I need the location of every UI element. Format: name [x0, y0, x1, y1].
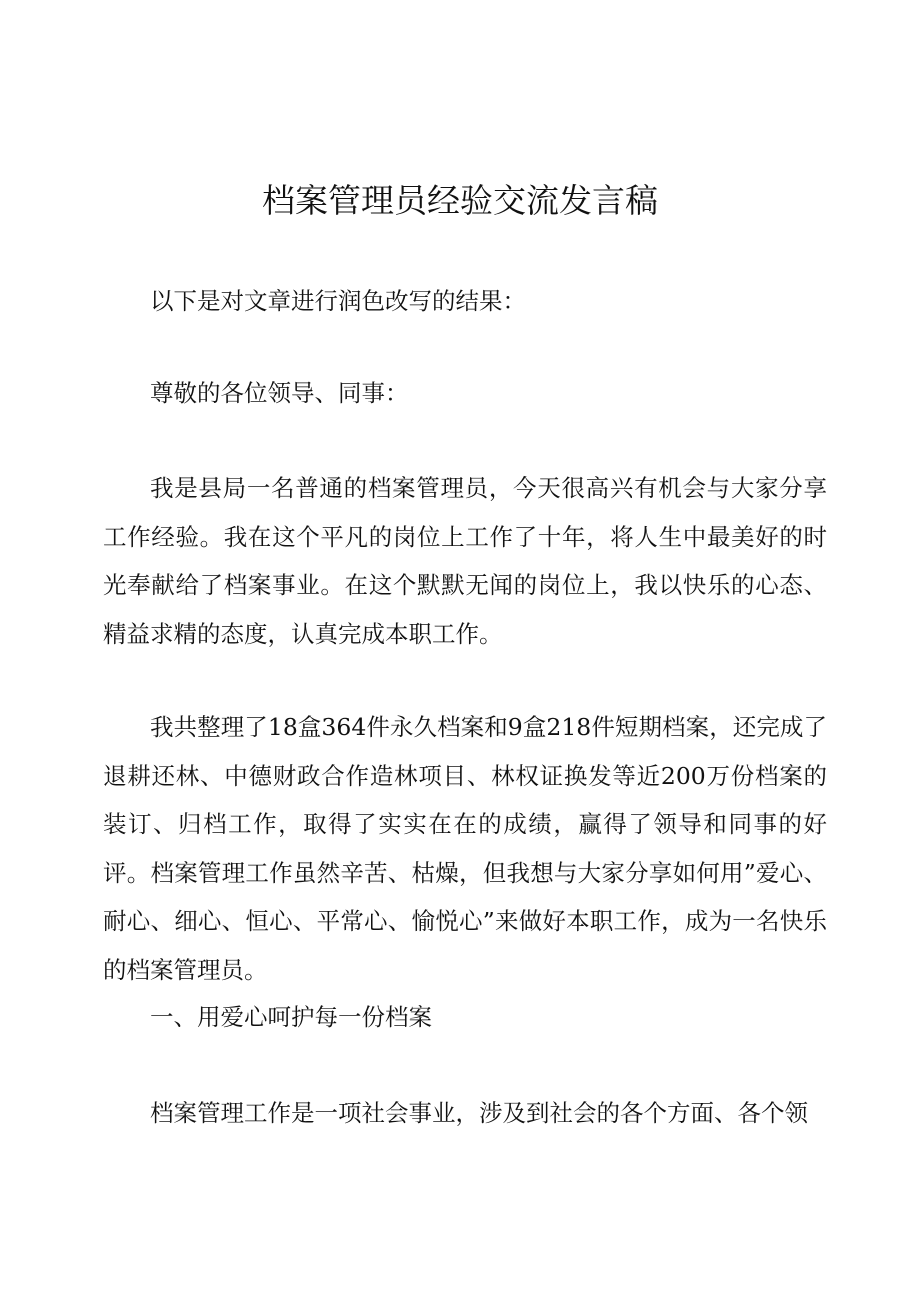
section-heading-1: 一、用爱心呵护每一份档案 — [150, 1003, 432, 1031]
intro-paragraph: 以下是对文章进行润色改写的结果： — [150, 287, 526, 315]
body-paragraph-1: 我是县局一名普通的档案管理员，今天很高兴有机会与大家分享工作经验。我在这个平凡的岗位上工作了十年，将人生中最美好的时光奉献给了档案事业。在这个默默无闻的岗位上，我以快乐的心态、精益求精的态度，认真完成本职工作。 — [103, 474, 827, 648]
document-title: 档案管理员经验交流发言稿 — [262, 181, 658, 220]
body-paragraph-2: 我共整理了18盒364件永久档案和9盒218件短期档案，还完成了退耕还林、中德财政合作造林项目、林权证换发等近200万份档案的装订、归档工作，取得了实实在在的成绩，赢得了领导和同事的好评。档案管理工作虽然辛苦、枯燥，但我想与大家分享如何用”爱心、耐心、细心、恒心、平常心、愉悦心”来做好本职工作，成为一名快乐的档案管理员。 — [103, 713, 827, 984]
body-paragraph-3: 档案管理工作是一项社会事业，涉及到社会的各个方面、各个领 — [150, 1099, 808, 1127]
salutation: 尊敬的各位领导、同事： — [150, 379, 409, 407]
